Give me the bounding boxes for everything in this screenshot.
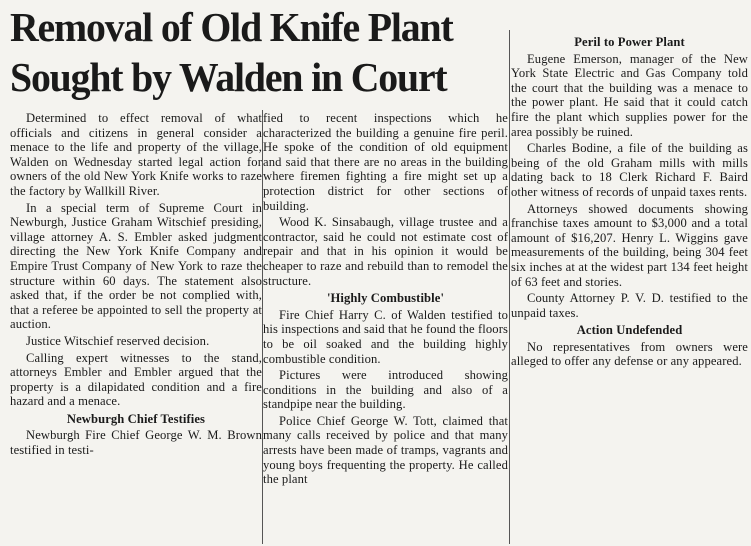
article-column-2 xyxy=(263,111,508,487)
paragraph: Attorneys showed documents showing franchise taxes amount to $3,000 and a total amount of $16,207. Henry L. Wiggins gave measurements of the building, being 304 feet six inches at at the widest part 134 feet height of 63 feet and stories. xyxy=(511,201,748,289)
paragraph: Police Chief George W. Tott, claimed that many calls received by police and that many arrests have been made of tramps, vagrants and young boys frequenting the property. He called the plant xyxy=(263,413,508,487)
paragraph: County Attorney P. V. D. testified to the unpaid taxes. xyxy=(511,291,748,320)
paragraph: Determined to effect removal of what officials and citizens in general consider a menace to the life and property of the village, Walden on Wednesday started legal action for owners of the old New York Knife works to raze the factory by Wallkill River. xyxy=(10,111,262,198)
subheading: Action Undefended xyxy=(576,323,683,338)
paragraph: Calling expert witnesses to the stand, attorneys Embler and Embler argued that the property is a dilapidated condition and a fire hazard and a menace. xyxy=(10,350,262,409)
paragraph: Pictures were introduced showing conditions in the building and also of a standpipe near the building. xyxy=(263,368,508,412)
subheading: Newburgh Chief Testifies xyxy=(66,411,206,426)
paragraph: fied to recent inspections which he characterized the building a genuine fire peril. He spoke of the condition of old equipment and said that there are no areas in the building where firemen fighting a fire might set up a protection district for other sections of building. xyxy=(263,111,508,213)
paragraph: Fire Chief Harry C. of Walden testified to his inspections and said that he found the floors to be oil soaked and the building highly combustible condition. xyxy=(263,307,508,366)
paragraph: Charles Bodine, a file of the building as being of the old Graham mills with mills dating back to 18 Clerk Richard F. Baird other witness of records of unpaid taxes rents. xyxy=(511,141,748,199)
subheading: Peril to Power Plant xyxy=(574,35,685,49)
paragraph: Justice Witschief reserved decision. xyxy=(26,333,210,348)
paragraph: No representatives from owners were alleged to offer any defense or any appeared. xyxy=(511,339,748,369)
paragraph: In a special term of Supreme Court in Newburgh, Justice Graham Witschief presiding, village attorney A. S. Embler asked judgment directing the New York Knife Company and Empire Trust Company of New York to raze the structure within 60 days. The statement also asked that, if the order be not complied with, that a referee be appointed to sell the property at auction. xyxy=(10,200,262,332)
article-column-1 xyxy=(10,111,262,458)
subheading: 'Highly Combustible' xyxy=(326,291,445,306)
column-rule-2 xyxy=(509,30,510,544)
paragraph: Newburgh Fire Chief George W. M. Brown testified in testi- xyxy=(10,428,262,458)
article-column-3 xyxy=(511,32,748,369)
headline-line-1: Removal of Old Knife Plant xyxy=(10,4,453,50)
headline-line-2: Sought by Walden in Court xyxy=(10,54,447,100)
paragraph: Eugene Emerson, manager of the New York State Electric and Gas Company told the court that the building was a menace to the power plant. He said that it could catch fire the plant which supplies power for the area possibly be ruined. xyxy=(511,51,748,139)
paragraph: Wood K. Sinsabaugh, village trustee and a contractor, said he could not estimate cost of repair and that in his opinion it would be cheaper to raze and rebuild than to remodel the structure. xyxy=(263,215,508,288)
headline xyxy=(10,2,495,102)
